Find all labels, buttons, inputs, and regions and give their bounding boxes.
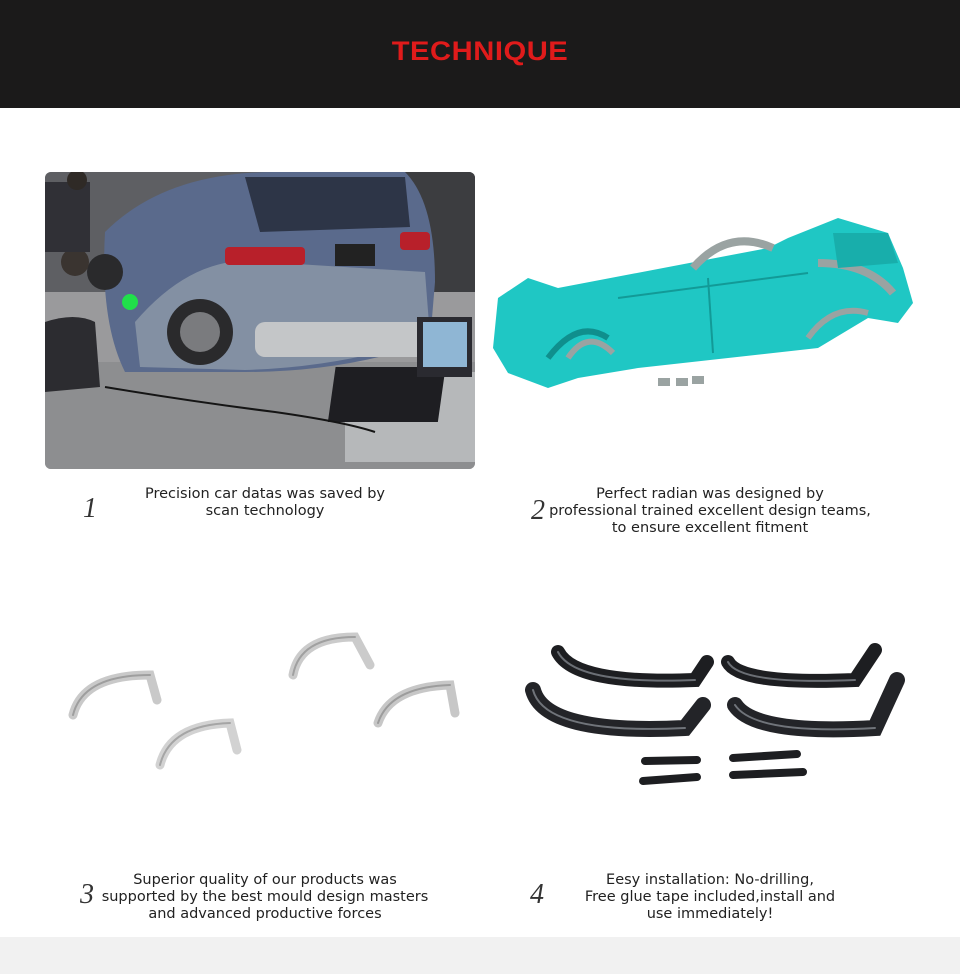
caption-line: and advanced productive forces [148,906,382,922]
3d-scan-model [488,208,920,408]
caption-line: Eesy installation: No-drilling, [606,872,814,888]
step-caption-4 [555,872,865,923]
finished-fender-flares [525,640,910,790]
caption-line: Precision car datas was saved by [144,486,385,502]
caption-line: supported by the best mould design masters [101,889,429,905]
step-number-1: 1 [83,493,97,524]
step-caption-3 [95,872,435,923]
caption-line: scan technology [205,503,325,519]
footer-strip [0,937,960,974]
step-caption-2 [540,486,880,537]
step-number-2: 2 [531,495,545,526]
step-number-4: 4 [530,879,544,910]
step-caption-1 [105,486,425,520]
caption-line: Free glue tape included,install and [584,889,836,905]
car-scan-photo [45,172,475,469]
caption-line: Superior quality of our products was [133,872,397,888]
caption-line: Perfect radian was designed by [596,486,824,502]
step-number-3: 3 [80,879,94,910]
caption-line: use immediately! [646,906,774,922]
page-title: TECHNIQUE [391,36,569,66]
raw-fender-flares [65,625,465,770]
caption-line: to ensure excellent fitment [611,520,809,536]
header-bar [0,0,960,108]
caption-line: professional trained excellent design teams, [549,503,871,519]
